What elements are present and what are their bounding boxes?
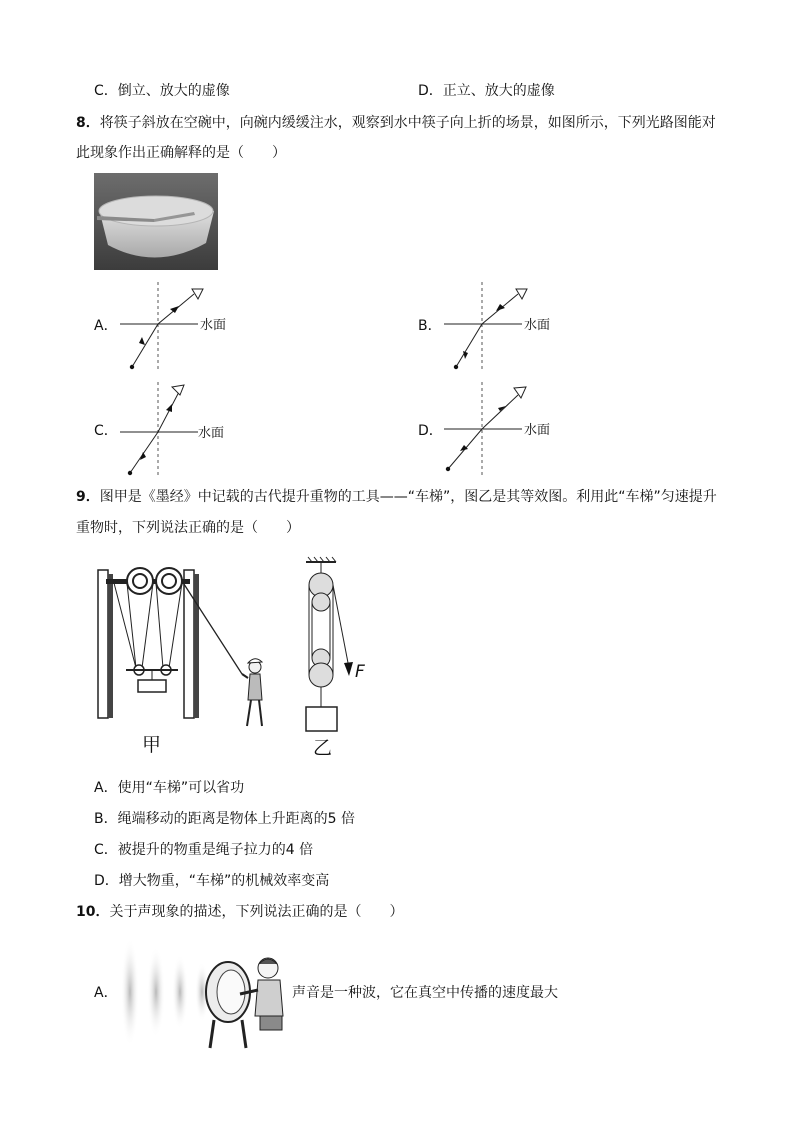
q10-option-a-text: 声音是一种波，它在真空中传播的速度最大 [292, 985, 558, 1001]
q8-option-a-letter: A． [94, 318, 118, 334]
q8-option-b-letter: B． [418, 318, 442, 334]
fig-jia-label: 甲 [142, 734, 162, 756]
q7-option-c: C．倒立、放大的虚像 [94, 83, 230, 99]
q8d-water-label: 水面 [524, 423, 551, 438]
q9-option-b: B．绳端移动的距离是物体上升距离的5 倍 [94, 811, 355, 827]
q7-option-d: D．正立、放大的虚像 [418, 83, 555, 99]
q9-stem-line2: 重物时，下列说法正确的是（ ） [76, 520, 300, 536]
q10-stem [76, 902, 403, 922]
chopstick-bowl-photo [94, 173, 218, 270]
pulley-diagram-yi [292, 556, 384, 760]
q8c-water-label: 水面 [198, 426, 225, 441]
q9-stem-line1 [76, 487, 717, 507]
light-path-diagram-c [110, 380, 245, 480]
force-f-label: F [355, 662, 365, 682]
q8a-water-label: 水面 [200, 318, 227, 333]
q8-option-c-letter: C． [94, 423, 118, 439]
q9-option-c: C．被提升的物重是绳子拉力的4 倍 [94, 842, 314, 858]
q8-number: 8． [76, 115, 100, 131]
cheti-figure-jia [92, 558, 282, 758]
q8-option-d-letter: D． [418, 423, 443, 439]
fig-yi-label: 乙 [313, 737, 333, 759]
q10-stem-text: 关于声现象的描述，下列说法正确的是（ ） [109, 904, 404, 920]
light-path-diagram-b [434, 280, 569, 375]
drum-sound-wave-illustration [118, 934, 290, 1050]
q10-number: 10． [76, 904, 110, 920]
q10-option-a-letter: A． [94, 985, 118, 1001]
q9-option-a: A．使用“车梯”可以省功 [94, 780, 245, 796]
light-path-diagram-a [110, 280, 245, 375]
q9-number: 9． [76, 489, 100, 505]
q8-stem-line1 [76, 113, 716, 133]
q8-stem-text: 将筷子斜放在空碗中，向碗内缓缓注水，观察到水中筷子向上折的场景，如图所示，下列光路图能对 [99, 115, 716, 131]
light-path-diagram-d [434, 380, 569, 480]
q8-stem-line2: 此现象作出正确解释的是（ ） [76, 145, 286, 161]
q8b-water-label: 水面 [524, 318, 551, 333]
q9-option-d: D．增大物重，“车梯”的机械效率变高 [94, 873, 330, 889]
q9-stem-text: 图甲是《墨经》中记载的古代提升重物的工具——“车梯”，图乙是其等效图。利用此“车梯”匀速提升 [99, 489, 717, 505]
